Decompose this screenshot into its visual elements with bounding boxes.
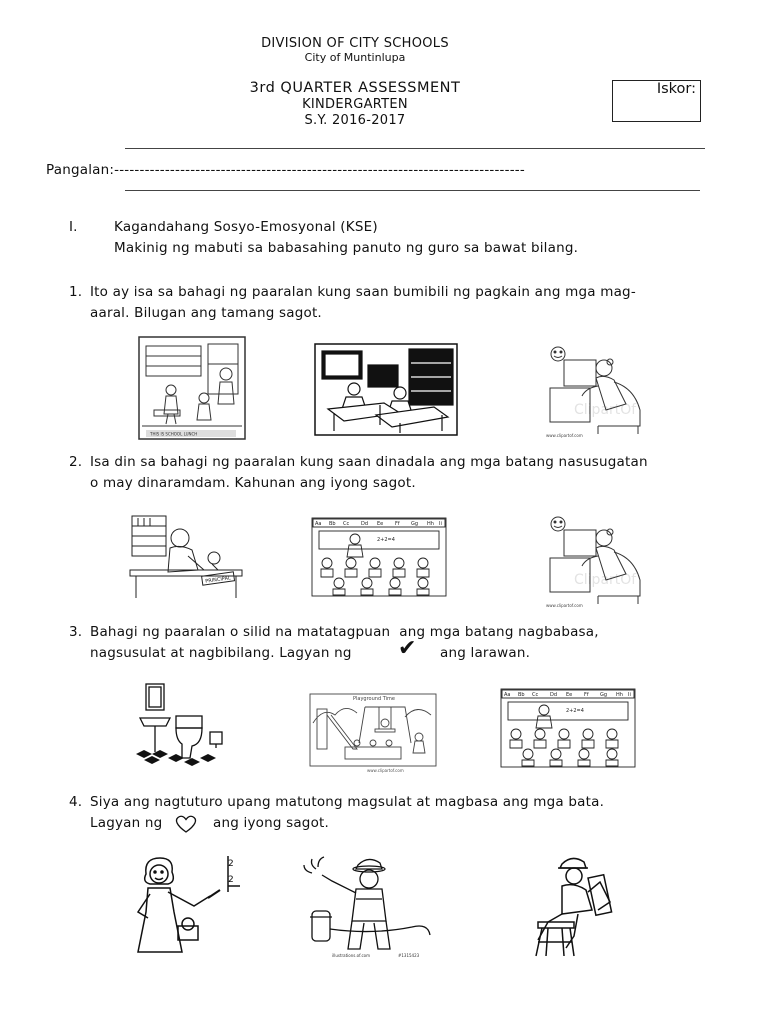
board-letter: Dd [361, 521, 369, 527]
heart-icon [174, 814, 198, 834]
canteen-picture[interactable] [136, 334, 248, 442]
construction-worker-picture[interactable] [518, 852, 614, 958]
principal-office-picture[interactable] [128, 514, 246, 599]
classroom-picture[interactable] [500, 688, 636, 768]
board-letter: Ff [395, 521, 400, 527]
library-picture[interactable] [314, 343, 458, 436]
question-3-line2a: nagsusulat at nagbibilang. Lagyan ng [90, 645, 352, 661]
board-letter: Aa [315, 521, 322, 527]
name-dashes: --------------------------------------------------------------------------------- [114, 162, 525, 178]
board-letter: Dd [550, 692, 558, 698]
header-rule [125, 148, 705, 149]
clinic-watermark: ClipartOf [574, 572, 637, 588]
question-4-line2b: ang iyong sagot. [213, 815, 330, 831]
question-1-line2: aaral. Bilugan ang tamang sagot. [90, 305, 322, 321]
playground-picture[interactable] [309, 693, 437, 773]
city-subheading: City of Muntinlupa [304, 51, 406, 64]
name-field[interactable] [46, 160, 726, 181]
question-4-number: 4. [69, 794, 83, 810]
playground-sign: Playground Time [353, 696, 395, 702]
question-1-line1: Ito ay isa sa bahagi ng paaralan kung saan bumibili ng pagkain ang mga mag- [90, 284, 636, 300]
teacher-picture[interactable] [124, 852, 242, 958]
question-3-line2b: ang larawan. [440, 645, 531, 661]
firefighter-credit: illustrations.of.com [332, 953, 371, 958]
board-letter: Cc [532, 692, 539, 698]
svg-text:2: 2 [228, 875, 234, 885]
board-letter: Cc [343, 521, 350, 527]
board-letter: Ii [628, 692, 631, 698]
name-label: Pangalan: [46, 162, 115, 178]
section-instruction: Makinig ng mabuti sa babasahing panuto ng guro sa bawat bilang. [114, 240, 579, 256]
firefighter-picture[interactable] [302, 855, 436, 959]
clinic-credit: www.clipartof.com [546, 603, 583, 608]
question-3-line1: Bahagi ng paaralan o silid na matatagpuan ang mga batang nagbabasa, [90, 624, 599, 640]
svg-text:2: 2 [228, 859, 234, 869]
section-number: I. [69, 219, 78, 235]
board-letter: Ff [584, 692, 589, 698]
clinic-watermark: ClipartOf [574, 402, 637, 418]
board-letter: Ii [439, 521, 442, 527]
question-2-number: 2. [69, 454, 83, 470]
score-label: Iskor: [656, 81, 696, 97]
grade-level: KINDERGARTEN [302, 97, 408, 112]
question-4-line1: Siya ang nagtuturo upang matutong magsulat at magbasa ang mga bata. [90, 794, 605, 810]
principal-sign: PRINCIPAL [204, 575, 232, 585]
board-letter: Bb [329, 521, 336, 527]
board-letter: Gg [411, 521, 419, 527]
question-3-number: 3. [69, 624, 83, 640]
board-letter: Hh [427, 521, 434, 527]
score-box[interactable] [612, 80, 701, 122]
question-1-number: 1. [69, 284, 83, 300]
question-4-line2a: Lagyan ng [90, 815, 163, 831]
board-letter: Hh [616, 692, 623, 698]
canteen-note: THIS IS SCHOOL LUNCH [150, 431, 198, 437]
check-mark-icon: ✔ [398, 636, 417, 661]
clinic-picture[interactable] [540, 344, 648, 440]
section-title: Kagandahang Sosyo-Emosyonal (KSE) [114, 219, 378, 235]
firefighter-id: #1315423 [398, 953, 420, 958]
board-letter: Gg [600, 692, 608, 698]
board-letter: Ee [566, 692, 573, 698]
playground-credit: www.clipartof.com [367, 768, 404, 773]
question-2-line2: o may dinaramdam. Kahunan ang iyong sagot. [90, 475, 416, 491]
clinic-picture[interactable] [540, 514, 648, 610]
comfort-room-picture[interactable] [130, 682, 228, 768]
assessment-title: 3rd QUARTER ASSESSMENT [249, 80, 461, 96]
clinic-credit: www.clipartof.com [546, 433, 583, 438]
board-letter: Ee [377, 521, 384, 527]
board-math: 2+2=4 [377, 537, 395, 543]
board-letter: Aa [504, 692, 511, 698]
division-heading: DIVISION OF CITY SCHOOLS [261, 36, 449, 51]
classroom-picture[interactable] [311, 517, 447, 597]
school-year: S.Y. 2016-2017 [304, 113, 406, 128]
board-letter: Bb [518, 692, 525, 698]
name-rule [125, 190, 700, 191]
question-2-line1: Isa din sa bahagi ng paaralan kung saan dinadala ang mga batang nasusugatan [90, 454, 648, 470]
board-math: 2+2=4 [566, 708, 584, 714]
